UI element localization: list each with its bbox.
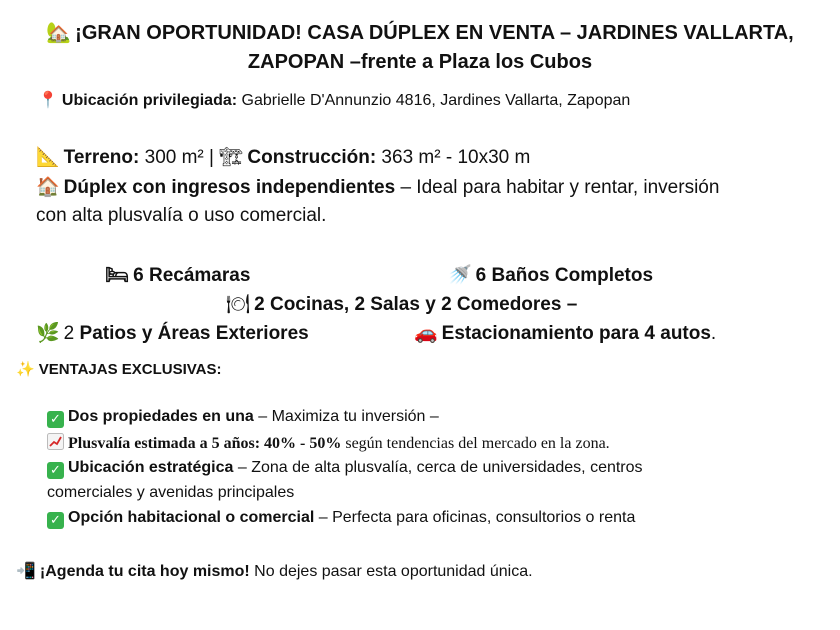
house-icon: 🏠 [36,176,60,198]
page-title-line-1: 🏡 ¡GRAN OPORTUNIDAD! CASA DÚPLEX EN VENTA – JARDINES VALLARTA, [46,20,794,44]
feature-recamaras: 🛏 6 Recámaras [105,264,251,286]
location-value: Gabrielle D'Annunzio 4816, Jardines Vallarta, Zapopan [237,92,631,109]
car-icon: 🚗 [414,322,438,344]
construccion-label: Construcción: [247,147,377,168]
feature-patios: 🌿 2 Patios y Áreas Exteriores [36,322,309,344]
check-icon: ✓ [47,512,64,529]
page-title-line-2: ZAPOPAN –frente a Plaza los Cubos [247,51,593,73]
house-garden-icon: 🏡 [46,20,72,44]
duplex-text-continued: con alta plusvalía o uso comercial. [36,205,327,226]
ventaja-item: ✓ Dos propiedades en una – Maximiza tu inversión – [47,408,439,428]
feature-estacionamiento: 🚗 Estacionamiento para 4 autos. [414,322,717,344]
crane-icon: 🏗 [219,146,244,168]
feature-banos: 🚿 6 Baños Completos [448,264,654,286]
ventajas-heading: ✨ VENTAJAS EXCLUSIVAS: [16,360,222,378]
location-line [38,90,630,110]
check-icon: ✓ [47,411,64,428]
terreno-label: Terreno: [63,147,140,168]
location-label: Ubicación privilegiada: [61,92,238,109]
call-to-action: 📲 ¡Agenda tu cita hoy mismo! No dejes pasar esta oportunidad única. [16,561,533,580]
ventaja-item-continued: comerciales y avenidas principales [47,484,295,501]
plate-icon: 🍽 [226,293,251,315]
duplex-line [36,175,719,199]
phone-icon: 📲 [16,561,36,580]
chart-up-icon [47,433,64,450]
check-icon: ✓ [47,462,64,479]
sparkles-icon: ✨ [16,360,35,378]
triangle-ruler-icon: 📐 [36,146,60,168]
construccion-value: 363 m² - 10x30 m [376,147,531,168]
size-line [36,145,530,169]
herb-icon: 🌿 [36,322,60,344]
duplex-text: – Ideal para habitar y rentar, inversión [395,177,720,198]
shower-icon: 🚿 [448,264,472,286]
terreno-value: 300 m² | [139,147,220,168]
bed-icon: 🛏 [105,264,130,286]
feature-cocinas: 🍽 2 Cocinas, 2 Salas y 2 Comedores – [226,293,578,315]
duplex-label: Dúplex con ingresos independientes [63,177,396,198]
pin-icon: 📍 [38,90,58,109]
ventaja-item: ✓ Ubicación estratégica – Zona de alta plusvalía, cerca de universidades, centros [47,459,643,479]
ventaja-item: ✓ Opción habitacional o comercial – Perfecta para oficinas, consultorios o renta [47,509,635,529]
ventaja-item: Plusvalía estimada a 5 años: 40% - 50% según tendencias del mercado en la zona. [47,433,610,453]
